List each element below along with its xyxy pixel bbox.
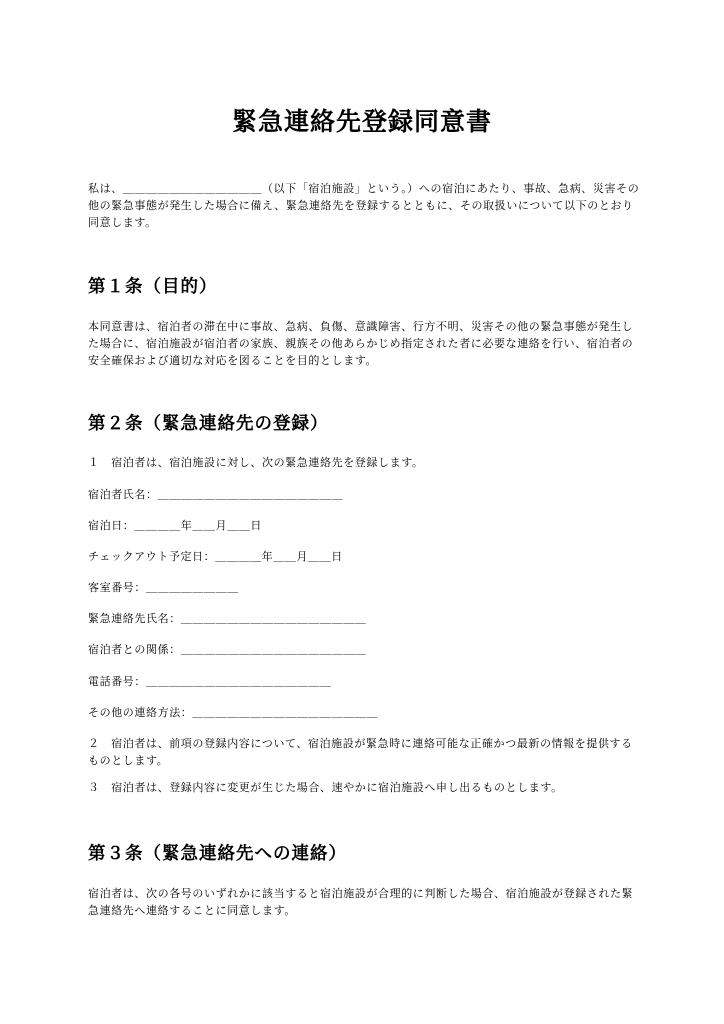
article-1-heading: 第１条（目的） <box>88 277 218 297</box>
emergency-contact-name-field: 緊急連絡先氏名：＿＿＿＿＿＿＿＿＿＿＿＿＿＿＿＿ <box>88 612 367 625</box>
article-1-body: 本同意書は、宿泊者の滞在中に事故、急病、負傷、意識障害、行方不明、災害その他の緊急事態が発生した場合に、宿泊施設が宿泊者の家族、親族その他あらかじめ指定された者に必要な連絡を行い、宿泊者の安全確保および適切な対応を図ることを目的とします。 <box>88 320 634 367</box>
intro-paragraph: 私は、＿＿＿＿＿＿＿＿＿＿＿＿（以下「宿泊施設」という。）への宿泊にあたり、事故、急病、災害その他の緊急事態が発生した場合に備え、緊急連絡先を登録するとともに、その取扱いについて以下のとおり同意します。 <box>88 182 640 229</box>
checkout-date-field: チェックアウト予定日：＿＿＿＿年＿＿月＿＿日 <box>88 550 343 563</box>
stay-date-field: 宿泊日：＿＿＿＿年＿＿月＿＿日 <box>88 519 262 532</box>
guest-name-field: 宿泊者氏名：＿＿＿＿＿＿＿＿＿＿＿＿＿＿＿＿ <box>88 488 344 501</box>
other-contact-method-field: その他の連絡方法：＿＿＿＿＿＿＿＿＿＿＿＿＿＿＿＿ <box>88 706 378 719</box>
room-number-field: 客室番号：＿＿＿＿＿＿＿＿ <box>88 581 239 594</box>
article-2-heading: 第２条（緊急連絡先の登録） <box>88 414 329 434</box>
document-title: 緊急連絡先登録同意書 <box>231 107 492 136</box>
article-3-body: 宿泊者は、次の各号のいずれかに該当すると宿泊施設が合理的に判断した場合、宿泊施設が登録された緊急連絡先へ連絡することに同意します。 <box>88 887 634 917</box>
article-3-heading: 第３条（緊急連絡先への連絡） <box>88 844 347 864</box>
relationship-field: 宿泊者との関係：＿＿＿＿＿＿＿＿＿＿＿＿＿＿＿＿ <box>88 643 367 656</box>
article-2-item-1: １ 宿泊者は、宿泊施設に対し、次の緊急連絡先を登録します。 <box>88 456 424 469</box>
phone-number-field: 電話番号：＿＿＿＿＿＿＿＿＿＿＿＿＿＿＿＿ <box>88 675 332 688</box>
article-2-item-2: ２ 宿泊者は、前項の登録内容について、宿泊施設が緊急時に連絡可能な正確かつ最新の情報を提供するものとします。 <box>88 737 633 767</box>
article-2-item-3: ３ 宿泊者は、登録内容に変更が生じた場合、速やかに宿泊施設へ申し出るものとします。 <box>88 781 563 794</box>
